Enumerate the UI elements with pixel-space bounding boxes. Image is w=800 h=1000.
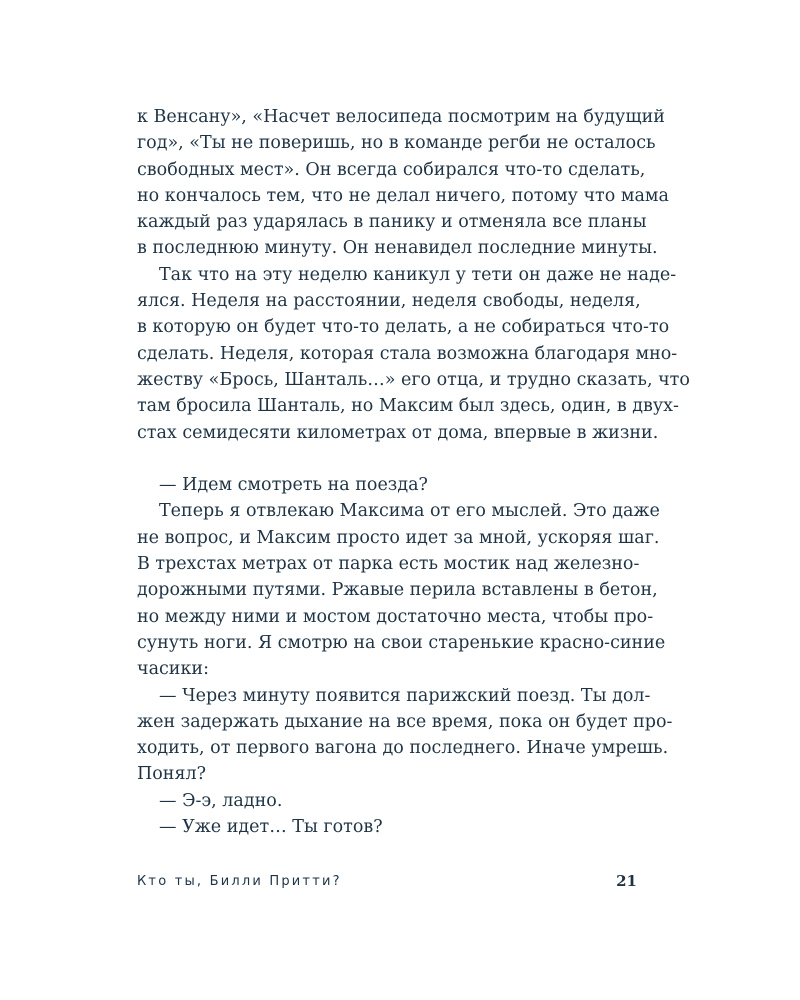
body-text — [137, 104, 690, 840]
text-line: сунуть ноги. Я смотрю на свои старенькие красно-синие — [137, 632, 666, 653]
text-line: жен задержать дыхание на все время, пока он будет про- — [137, 711, 673, 732]
paragraph — [137, 104, 669, 262]
text-line: Понял? — [137, 764, 207, 785]
text-line: В трехстах метрах от парка есть мостик над железно- — [137, 554, 640, 575]
text-line: год», «Ты не поверишь, но в команде регби не осталось — [137, 133, 656, 154]
text-line: Теперь я отвлекаю Максима от его мыслей. Это даже — [159, 501, 660, 522]
page-number: 21 — [616, 872, 637, 890]
paragraph — [137, 683, 673, 788]
text-line: но кончалось тем, что не делал ничего, потому что мама — [137, 185, 669, 206]
text-line: в которую он будет что-то делать, а не собираться что-то — [137, 317, 670, 338]
text-line: не вопрос, и Максим просто идет за мной, ускоряя шаг. — [137, 527, 660, 548]
paragraph — [137, 788, 637, 814]
page-footer — [137, 870, 637, 894]
dialogue-line: — Уже идет… Ты готов? — [159, 817, 383, 838]
text-line: ялся. Неделя на расстоянии, неделя свободы, неделя, — [137, 291, 641, 312]
text-line: к Венсану», «Насчет велосипеда посмотрим на будущий — [137, 107, 665, 127]
text-line: каждый раз ударялась в панику и отменяла все планы — [137, 212, 647, 233]
text-line: сделать. Неделя, которая стала возможна благодаря мно- — [137, 343, 678, 364]
section-break — [137, 446, 637, 472]
text-line: но между ними и мостом достаточно места, чтобы про- — [137, 606, 654, 627]
text-line: дорожными путями. Ржавые перила вставлены в бетон, — [137, 580, 658, 601]
text-line: жеству «Брось, Шанталь…» его отца, и трудно сказать, что — [137, 369, 690, 390]
text-line: ходить, от первого вагона до последнего. Иначе умрешь. — [137, 738, 669, 759]
paragraph — [137, 814, 637, 840]
text-line: часики: — [137, 659, 209, 680]
dialogue-line: — Идем смотреть на поезда? — [159, 475, 428, 496]
text-line: в последнюю минуту. Он ненавидел последние минуты. — [137, 238, 658, 259]
dialogue-line: — Через минуту появится парижский поезд. Ты дол- — [159, 685, 651, 706]
paragraph — [137, 472, 637, 498]
text-line: там бросила Шанталь, но Максим был здесь, один, в двух- — [137, 396, 679, 417]
paragraph — [137, 498, 666, 682]
paragraph — [137, 262, 690, 446]
text-line: стах семидесяти километрах от дома, впервые в жизни. — [137, 422, 659, 443]
dialogue-line: — Э-э, ладно. — [159, 790, 283, 811]
text-line: свободных мест». Он всегда собирался что-то сделать, — [137, 159, 646, 180]
running-title: Кто ты, Билли Притти? — [137, 874, 342, 889]
text-line: Так что на эту неделю каникул у тети он даже не наде- — [159, 264, 677, 285]
